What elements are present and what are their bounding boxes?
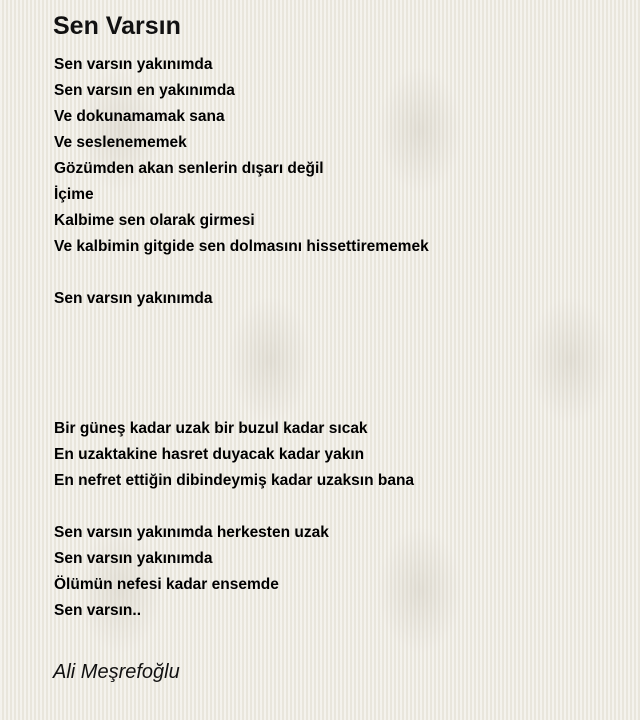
- poem-line: Ve kalbimin gitgide sen dolmasını hissettirememek: [54, 238, 429, 255]
- poem-line: Sen varsın en yakınımda: [54, 82, 235, 99]
- poem-line: Sen varsın yakınımda herkesten uzak: [54, 524, 329, 541]
- poem-line: En uzaktakine hasret duyacak kadar yakın: [54, 446, 365, 463]
- poem-line: Ve dokunamamak sana: [54, 108, 225, 125]
- stanza-break: [54, 260, 614, 286]
- poem-line: Bir güneş kadar uzak bir buzul kadar sıcak: [54, 420, 368, 437]
- stanza-break: [54, 390, 614, 416]
- poem-line: İçime: [54, 186, 94, 203]
- poem-author: Ali Meşrefoğlu: [53, 661, 180, 683]
- poem-line: Sen varsın yakınımda: [54, 56, 213, 73]
- stanza-break: [54, 338, 614, 364]
- stanza-break: [54, 494, 614, 520]
- poem-title: Sen Varsın: [53, 12, 181, 40]
- poem-line: Gözümden akan senlerin dışarı değil: [54, 160, 324, 177]
- poem-line: Sen varsın..: [54, 602, 142, 619]
- poem-body: [54, 52, 614, 624]
- poem-line: Ölümün nefesi kadar ensemde: [54, 576, 279, 593]
- poem-line: Sen varsın yakınımda: [54, 290, 213, 307]
- stanza-break: [54, 364, 614, 390]
- stanza-break: [54, 312, 614, 338]
- poem-line: Kalbime sen olarak girmesi: [54, 212, 255, 229]
- poem-line: Sen varsın yakınımda: [54, 550, 213, 567]
- poem-line: En nefret ettiğin dibindeymiş kadar uzaksın bana: [54, 472, 415, 489]
- poem-line: Ve seslenememek: [54, 134, 187, 151]
